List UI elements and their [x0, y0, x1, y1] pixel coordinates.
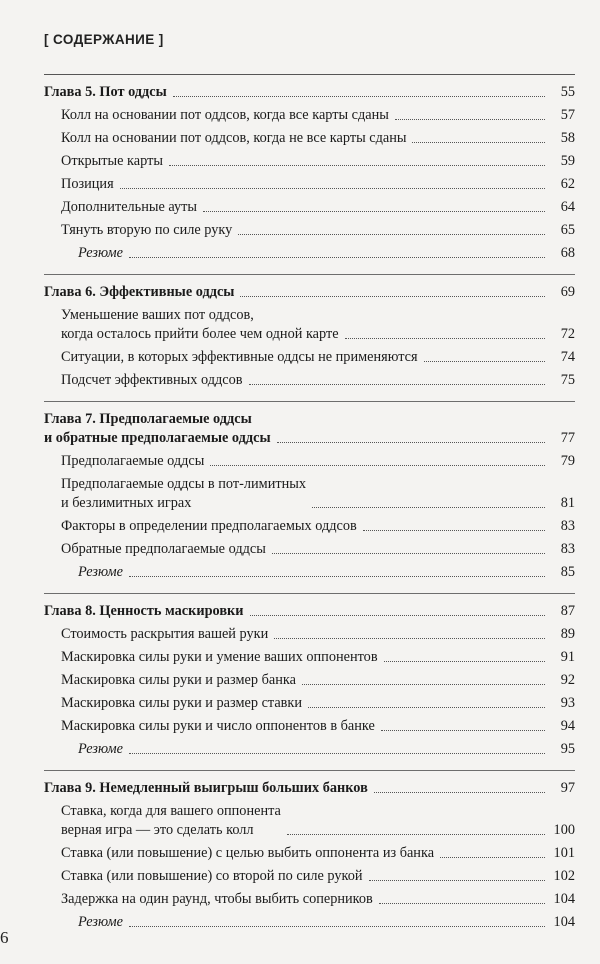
chapter-block [44, 401, 575, 584]
chapter-heading-page-number: 77 [560, 430, 575, 446]
chapter-block [44, 74, 575, 265]
section-entry-title-line: Уменьшение ваших пот оддсов, [61, 307, 254, 323]
dot-leader [120, 188, 545, 189]
table-of-contents [44, 74, 575, 943]
section-entry-title-line: Ситуации, в которых эффективные оддсы не применяются [61, 349, 418, 365]
chapter-heading [44, 408, 575, 450]
dot-leader [129, 753, 545, 754]
section-entry-title-line: Маскировка силы руки и размер банка [61, 672, 296, 688]
chapter-heading [44, 777, 575, 800]
section-entry [44, 865, 575, 888]
dot-leader [374, 792, 545, 793]
section-entry-title [61, 129, 406, 148]
section-entry-title [61, 198, 197, 217]
dot-leader [249, 384, 545, 385]
section-entry-title [61, 348, 418, 367]
section-entry-title [61, 844, 434, 863]
dot-leader [287, 834, 545, 835]
section-entry-page-number: 75 [560, 372, 575, 388]
dot-leader [395, 119, 545, 120]
dot-leader [379, 903, 545, 904]
section-entry-title [61, 152, 163, 171]
dot-leader [169, 165, 545, 166]
section-entry [44, 150, 575, 173]
section-entry-page-number: 81 [560, 495, 575, 511]
section-entry-title [61, 890, 373, 909]
section-entry [44, 219, 575, 242]
dot-leader [129, 926, 545, 927]
section-entry-title-line: Предполагаемые оддсы в пот-лимитных [61, 476, 307, 492]
dot-leader [277, 442, 545, 443]
section-entry [44, 692, 575, 715]
summary-entry-title-line: Резюме [78, 741, 123, 757]
dot-leader [312, 507, 545, 508]
section-entry-title [61, 371, 243, 390]
section-entry-title [61, 517, 357, 536]
section-entry-title-line: Маскировка силы руки и умение ваших оппонентов [61, 649, 378, 665]
section-entry-title-line: Предполагаемые оддсы [61, 453, 205, 469]
section-entry-page-number: 64 [560, 199, 575, 215]
section-entry-page-number: 58 [560, 130, 575, 146]
section-entry-title-line: Ставка (или повышение) со второй по силе рукой [61, 868, 363, 884]
section-entry-title [61, 221, 232, 240]
section-entry-title-line: верная игра — это сделать колл [61, 822, 254, 838]
section-entry-title [61, 452, 204, 471]
chapter-heading [44, 281, 575, 304]
chapter-heading-title-line: Глава 6. Эффективные оддсы [44, 284, 235, 300]
section-entry-page-number: 83 [560, 518, 575, 534]
summary-entry-page-number: 95 [560, 741, 575, 757]
section-entry [44, 196, 575, 219]
dot-leader [210, 465, 545, 466]
section-entry-title [61, 540, 266, 559]
section-entry-title [61, 475, 306, 513]
section-entry-title [61, 648, 378, 667]
dot-leader [129, 257, 545, 258]
dot-leader [440, 857, 545, 858]
chapter-heading-title-line: Глава 5. Пот оддсы [44, 84, 167, 100]
section-entry [44, 515, 575, 538]
section-entry [44, 450, 575, 473]
section-entry-title-line: Задержка на один раунд, чтобы выбить соперников [61, 891, 373, 907]
chapter-block [44, 770, 575, 934]
section-entry-page-number: 74 [560, 349, 575, 365]
chapter-heading-title-line: и обратные предполагаемые оддсы [44, 430, 271, 446]
dot-leader [250, 615, 545, 616]
summary-entry-page-number: 68 [560, 245, 575, 261]
summary-entry [44, 242, 575, 265]
section-entry-title-line: Стоимость раскрытия вашей руки [61, 626, 269, 642]
page-number: 6 [0, 928, 9, 947]
summary-entry-title [78, 913, 123, 932]
section-entry-title [61, 694, 302, 713]
section-entry-title [61, 306, 339, 344]
section-entry-page-number: 83 [560, 541, 575, 557]
dot-leader [412, 142, 545, 143]
chapter-heading-title [44, 283, 234, 302]
section-entry-title [61, 175, 114, 194]
section-entry-title-line: Ставка, когда для вашего оппонента [61, 803, 281, 819]
summary-entry [44, 911, 575, 934]
chapter-heading-page-number: 55 [560, 84, 575, 100]
section-entry-title-line: Подсчет эффективных оддсов [61, 372, 243, 388]
dot-leader [302, 684, 545, 685]
section-entry-title-line: Колл на основании пот оддсов, когда не все карты сданы [61, 130, 407, 146]
section-entry-title [61, 106, 389, 125]
section-entry [44, 669, 575, 692]
dot-leader [203, 211, 545, 212]
section-entry [44, 127, 575, 150]
section-entry-page-number: 93 [560, 695, 575, 711]
section-entry [44, 304, 575, 346]
section-entry [44, 842, 575, 865]
section-entry-page-number: 89 [560, 626, 575, 642]
section-entry-title [61, 671, 296, 690]
dot-leader [274, 638, 545, 639]
summary-entry-title-line: Резюме [78, 914, 123, 930]
section-entry-title-line: Маскировка силы руки и число оппонентов в банке [61, 718, 375, 734]
section-entry [44, 800, 575, 842]
section-entry [44, 369, 575, 392]
section-header: [ СОДЕРЖАНИЕ ] [44, 32, 164, 47]
chapter-heading [44, 600, 575, 623]
summary-entry-title [78, 740, 123, 759]
dot-leader [369, 880, 545, 881]
summary-entry-title [78, 563, 123, 582]
section-entry-title-line: когда осталось прийти более чем одной карте [61, 326, 339, 342]
chapter-block [44, 593, 575, 761]
section-entry [44, 888, 575, 911]
dot-leader [308, 707, 545, 708]
dot-leader [272, 553, 545, 554]
section-entry-title-line: и безлимитных играх [61, 495, 192, 511]
section-entry-title-line: Открытые карты [61, 153, 163, 169]
chapter-block [44, 274, 575, 392]
dot-leader [424, 361, 545, 362]
section-entry [44, 473, 575, 515]
section-entry [44, 173, 575, 196]
section-entry-title [61, 625, 268, 644]
section-entry-title-line: Дополнительные ауты [61, 199, 197, 215]
chapter-heading-title-line: Глава 7. Предполагаемые оддсы [44, 411, 252, 427]
section-entry-page-number: 65 [560, 222, 575, 238]
section-entry-title [61, 717, 375, 736]
summary-entry-page-number: 104 [553, 914, 575, 930]
section-entry-page-number: 104 [553, 891, 575, 907]
section-entry-title-line: Позиция [61, 176, 114, 192]
chapter-heading-title [44, 779, 368, 798]
section-entry [44, 715, 575, 738]
summary-entry-title-line: Резюме [78, 564, 123, 580]
section-entry [44, 646, 575, 669]
dot-leader [238, 234, 545, 235]
section-entry-page-number: 100 [553, 822, 575, 838]
chapter-heading-title [44, 83, 167, 102]
section-entry-title [61, 802, 281, 840]
chapter-heading-page-number: 69 [560, 284, 575, 300]
chapter-heading [44, 81, 575, 104]
section-entry-title-line: Тянуть вторую по силе руку [61, 222, 233, 238]
section-entry-title-line: Колл на основании пот оддсов, когда все карты сданы [61, 107, 389, 123]
section-entry-page-number: 57 [560, 107, 575, 123]
dot-leader [381, 730, 545, 731]
dot-leader [240, 296, 545, 297]
section-entry-page-number: 101 [553, 845, 575, 861]
dot-leader [363, 530, 545, 531]
section-entry-title [61, 867, 363, 886]
summary-entry [44, 738, 575, 761]
dot-leader [173, 96, 545, 97]
section-entry-title-line: Факторы в определении предполагаемых оддсов [61, 518, 357, 534]
section-entry-page-number: 59 [560, 153, 575, 169]
section-entry-page-number: 92 [560, 672, 575, 688]
section-entry-title-line: Ставка (или повышение) с целью выбить оппонента из банка [61, 845, 435, 861]
chapter-heading-title-line: Глава 9. Немедленный выигрыш больших банков [44, 780, 368, 796]
section-entry [44, 346, 575, 369]
summary-entry [44, 561, 575, 584]
section-entry-title-line: Маскировка силы руки и размер ставки [61, 695, 303, 711]
dot-leader [384, 661, 545, 662]
section-entry-page-number: 91 [560, 649, 575, 665]
chapter-heading-page-number: 97 [560, 780, 575, 796]
section-entry [44, 104, 575, 127]
section-entry [44, 538, 575, 561]
section-entry [44, 623, 575, 646]
section-entry-page-number: 79 [560, 453, 575, 469]
summary-entry-page-number: 85 [560, 564, 575, 580]
section-entry-page-number: 62 [560, 176, 575, 192]
chapter-heading-title-line: Глава 8. Ценность маскировки [44, 603, 244, 619]
dot-leader [129, 576, 545, 577]
chapter-heading-title [44, 410, 271, 448]
section-entry-page-number: 94 [560, 718, 575, 734]
section-entry-page-number: 102 [553, 868, 575, 884]
chapter-heading-title [44, 602, 244, 621]
summary-entry-title [78, 244, 123, 263]
section-entry-title-line: Обратные предполагаемые оддсы [61, 541, 266, 557]
summary-entry-title-line: Резюме [78, 245, 123, 261]
dot-leader [345, 338, 545, 339]
chapter-heading-page-number: 87 [560, 603, 575, 619]
section-entry-page-number: 72 [560, 326, 575, 342]
